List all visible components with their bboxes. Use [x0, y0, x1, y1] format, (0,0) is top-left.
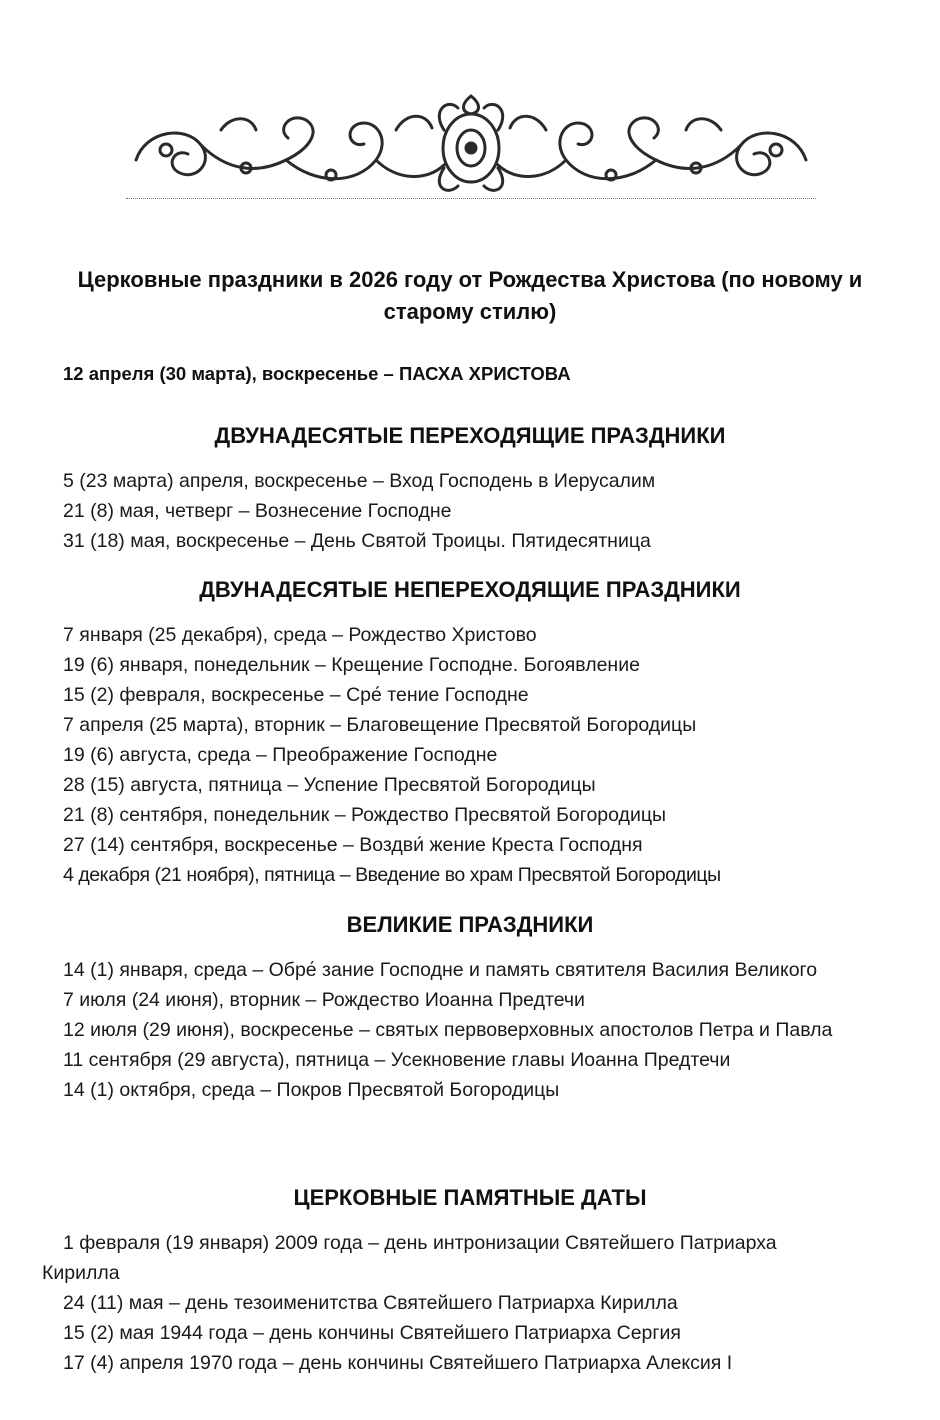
- list-item: 7 января (25 декабря), среда – Рождество Христово: [63, 624, 537, 646]
- list-item: 4 декабря (21 ноября), пятница – Введение во храм Пресвятой Богородицы: [63, 864, 721, 886]
- list-item: 5 (23 марта) апреля, воскресенье – Вход Господень в Иерусалим: [63, 470, 656, 492]
- ornament-rule: [126, 198, 816, 199]
- list-item: 15 (2) февраля, воскресенье – Сре́ тение Господне: [63, 684, 529, 706]
- section-heading-moveable-feasts: ДВУНАДЕСЯТЫЕ ПЕРЕХОДЯЩИЕ ПРАЗДНИКИ: [214, 423, 726, 448]
- section-heading-great-feasts: ВЕЛИКИЕ ПРАЗДНИКИ: [346, 912, 594, 937]
- section-heading-fixed-feasts: ДВУНАДЕСЯТЫЕ НЕПЕРЕХОДЯЩИЕ ПРАЗДНИКИ: [199, 577, 741, 602]
- list-item: 7 апреля (25 марта), вторник – Благовещение Пресвятой Богородицы: [63, 714, 697, 736]
- list-item: 7 июля (24 июня), вторник – Рождество Иоанна Предтечи: [63, 989, 585, 1011]
- list-item: 21 (8) сентября, понедельник – Рождество Пресвятой Богородицы: [63, 804, 667, 826]
- list-item: 21 (8) мая, четверг – Вознесение Господне: [63, 500, 452, 522]
- ornament-divider: [126, 90, 816, 200]
- section-heading-memorial-dates: ЦЕРКОВНЫЕ ПАМЯТНЫЕ ДАТЫ: [293, 1185, 647, 1210]
- list-item: 27 (14) сентября, воскресенье – Воздви́ жение Креста Господня: [63, 834, 643, 856]
- list-item: 15 (2) мая 1944 года – день кончины Святейшего Патриарха Сергия: [63, 1322, 681, 1344]
- list-item: 17 (4) апреля 1970 года – день кончины Святейшего Патриарха Алексия I: [63, 1352, 733, 1374]
- list-item: 19 (6) января, понедельник – Крещение Господне. Богоявление: [63, 654, 640, 676]
- list-item: 28 (15) августа, пятница – Успение Пресвятой Богородицы: [63, 774, 596, 796]
- list-item: 14 (1) октября, среда – Покров Пресвятой Богородицы: [63, 1079, 560, 1101]
- list-item: 1 февраля (19 января) 2009 года – день интронизации Святейшего Патриарха Кирилла: [42, 1232, 777, 1284]
- section-list-memorial-dates: [42, 1228, 857, 1378]
- list-item: 11 сентября (29 августа), пятница – Усекновение главы Иоанна Предтечи: [63, 1049, 731, 1071]
- list-item: 19 (6) августа, среда – Преображение Господне: [63, 744, 498, 766]
- list-item: 14 (1) января, среда – Обре́ зание Господне и память святителя Василия Великого: [63, 959, 818, 981]
- list-item: 12 июля (29 июня), воскресенье – святых первоверховных апостолов Петра и Павла: [63, 1019, 833, 1041]
- page-title: Церковные праздники в 2026 году от Рождества Христова (по новому и старому стилю): [77, 267, 863, 324]
- list-item: 24 (11) мая – день тезоименитства Святейшего Патриарха Кирилла: [63, 1292, 678, 1314]
- list-item: 31 (18) мая, воскресенье – День Святой Троицы. Пятидесятница: [63, 530, 651, 552]
- section-list-moveable-feasts: [42, 466, 857, 556]
- section-list-great-feasts: [42, 955, 857, 1105]
- easter-line: 12 апреля (30 марта), воскресенье – ПАСХА ХРИСТОВА: [63, 363, 571, 384]
- section-list-fixed-feasts: [42, 620, 857, 890]
